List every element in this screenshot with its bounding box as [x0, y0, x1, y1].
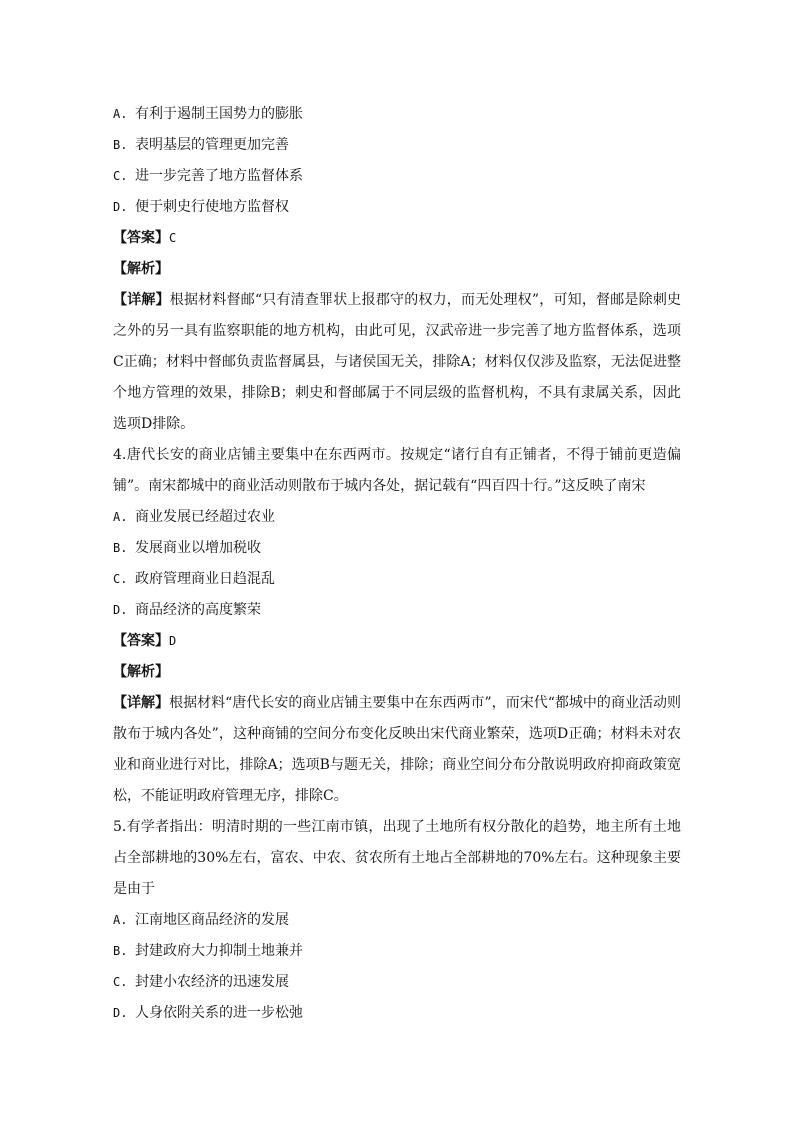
q5-option-b-letter: B.: [113, 944, 128, 958]
q4-answer-value: D: [169, 634, 177, 648]
q3-analysis-heading: [113, 254, 681, 285]
q5-option-b-text: 封建政府大力抑制土地兼并: [135, 943, 303, 959]
q5-option-a-text: 江南地区商品经济的发展: [135, 912, 289, 928]
q4-analysis-tag: 【解析】: [113, 664, 169, 680]
q5-option-d-text: 人身依附关系的进一步松弛: [135, 1005, 303, 1021]
q4-option-a-letter: A.: [113, 510, 128, 524]
q4-options: [113, 502, 681, 626]
q5-option-c-letter: C.: [113, 975, 128, 989]
q5-options: [113, 905, 681, 1029]
q4-option-c-text: 政府管理商业日趋混乱: [135, 571, 275, 587]
q4-option-c-letter: C.: [113, 572, 128, 586]
q3-option-a-text: 有利于遏制王国势力的膨胀: [135, 106, 303, 122]
q3-detail-tag: 【详解】: [113, 292, 170, 308]
q4-stem: 4.唐代长安的商业店铺主要集中在东西两市。按规定“诸行自有正铺者，不得于铺前更造偏铺”。南宋都城中的商业活动则散布于城内各处，据记载有“四百四十行。”这反映了南宋: [113, 447, 681, 494]
q5-option-a: [113, 905, 681, 936]
q3-option-a: [113, 99, 681, 130]
q3-option-b-letter: B.: [113, 138, 128, 152]
q4-option-a-text: 商业发展已经超过农业: [135, 509, 275, 525]
q4-detail-tag: 【详解】: [113, 695, 170, 711]
q5-option-d-letter: D.: [113, 1006, 128, 1020]
q4-option-a: [113, 502, 681, 533]
q4-analysis-heading: [113, 657, 681, 688]
q5-option-d: [113, 998, 681, 1029]
q3-answer-value: C: [169, 231, 177, 245]
q3-answer: [113, 223, 681, 254]
q4-option-c: [113, 564, 681, 595]
q5-stem: 5.有学者指出：明清时期的一些江南市镇，出现了土地所有权分散化的趋势，地主所有土地占全部耕地的30%左右，富农、中农、贫农所有土地占全部耕地的70%左右。这种现象主要是由于: [113, 819, 681, 897]
q4-option-d: [113, 595, 681, 626]
q4-answer-tag: 【答案】: [113, 633, 169, 649]
q3-detail-text: 根据材料督邮“只有清查罪状上报郡守的权力，而无处理权”，可知，督邮是除刺史之外的另一具有监察职能的地方机构，由此可见，汉武帝进一步完善了地方监督体系，选项C正确；材料中督邮负责监督属县，与诸侯国无关，排除A；材料仅仅涉及监察，无法促进整个地方管理的效果，排除B；刺史和督邮属于不同层级的监督机构，不具有隶属关系，因此选项D排除。: [113, 292, 682, 432]
q3-option-d-letter: D.: [113, 200, 128, 214]
q3-option-a-letter: A.: [113, 107, 128, 121]
q5-option-c-text: 封建小农经济的迅速发展: [135, 974, 289, 990]
q3-option-c-letter: C.: [113, 169, 128, 183]
q4-answer: [113, 626, 681, 657]
q3-answer-tag: 【答案】: [113, 230, 169, 246]
q5-option-a-letter: A.: [113, 913, 128, 927]
q3-option-c: [113, 161, 681, 192]
q5-option-c: [113, 967, 681, 998]
q4-option-b-text: 发展商业以增加税收: [135, 540, 261, 556]
q4-option-d-text: 商品经济的高度繁荣: [135, 602, 261, 618]
q3-option-d: [113, 192, 681, 223]
q3-option-b: [113, 130, 681, 161]
q3-detail: [113, 285, 681, 440]
q4-option-d-letter: D.: [113, 603, 128, 617]
q5-option-b: [113, 936, 681, 967]
q3-option-d-text: 便于刺史行使地方监督权: [135, 199, 289, 215]
q4-option-b-letter: B.: [113, 541, 128, 555]
document-content: [113, 99, 681, 1029]
q3-options: [113, 99, 681, 223]
q4-option-b: [113, 533, 681, 564]
q3-analysis-tag: 【解析】: [113, 261, 169, 277]
q4-detail: [113, 688, 681, 812]
q3-option-c-text: 进一步完善了地方监督体系: [135, 168, 303, 184]
q4-detail-text: 根据材料“唐代长安的商业店铺主要集中在东西两市”，而宋代“都城中的商业活动则散布于城内各处”，这种商铺的空间分布变化反映出宋代商业繁荣，选项D正确；材料未对农业和商业进行对比，排除A；选项B与题无关，排除；商业空间分布分散说明政府抑商政策宽松，不能证明政府管理无序，排除C。: [113, 695, 681, 804]
q3-option-b-text: 表明基层的管理更加完善: [135, 137, 289, 153]
